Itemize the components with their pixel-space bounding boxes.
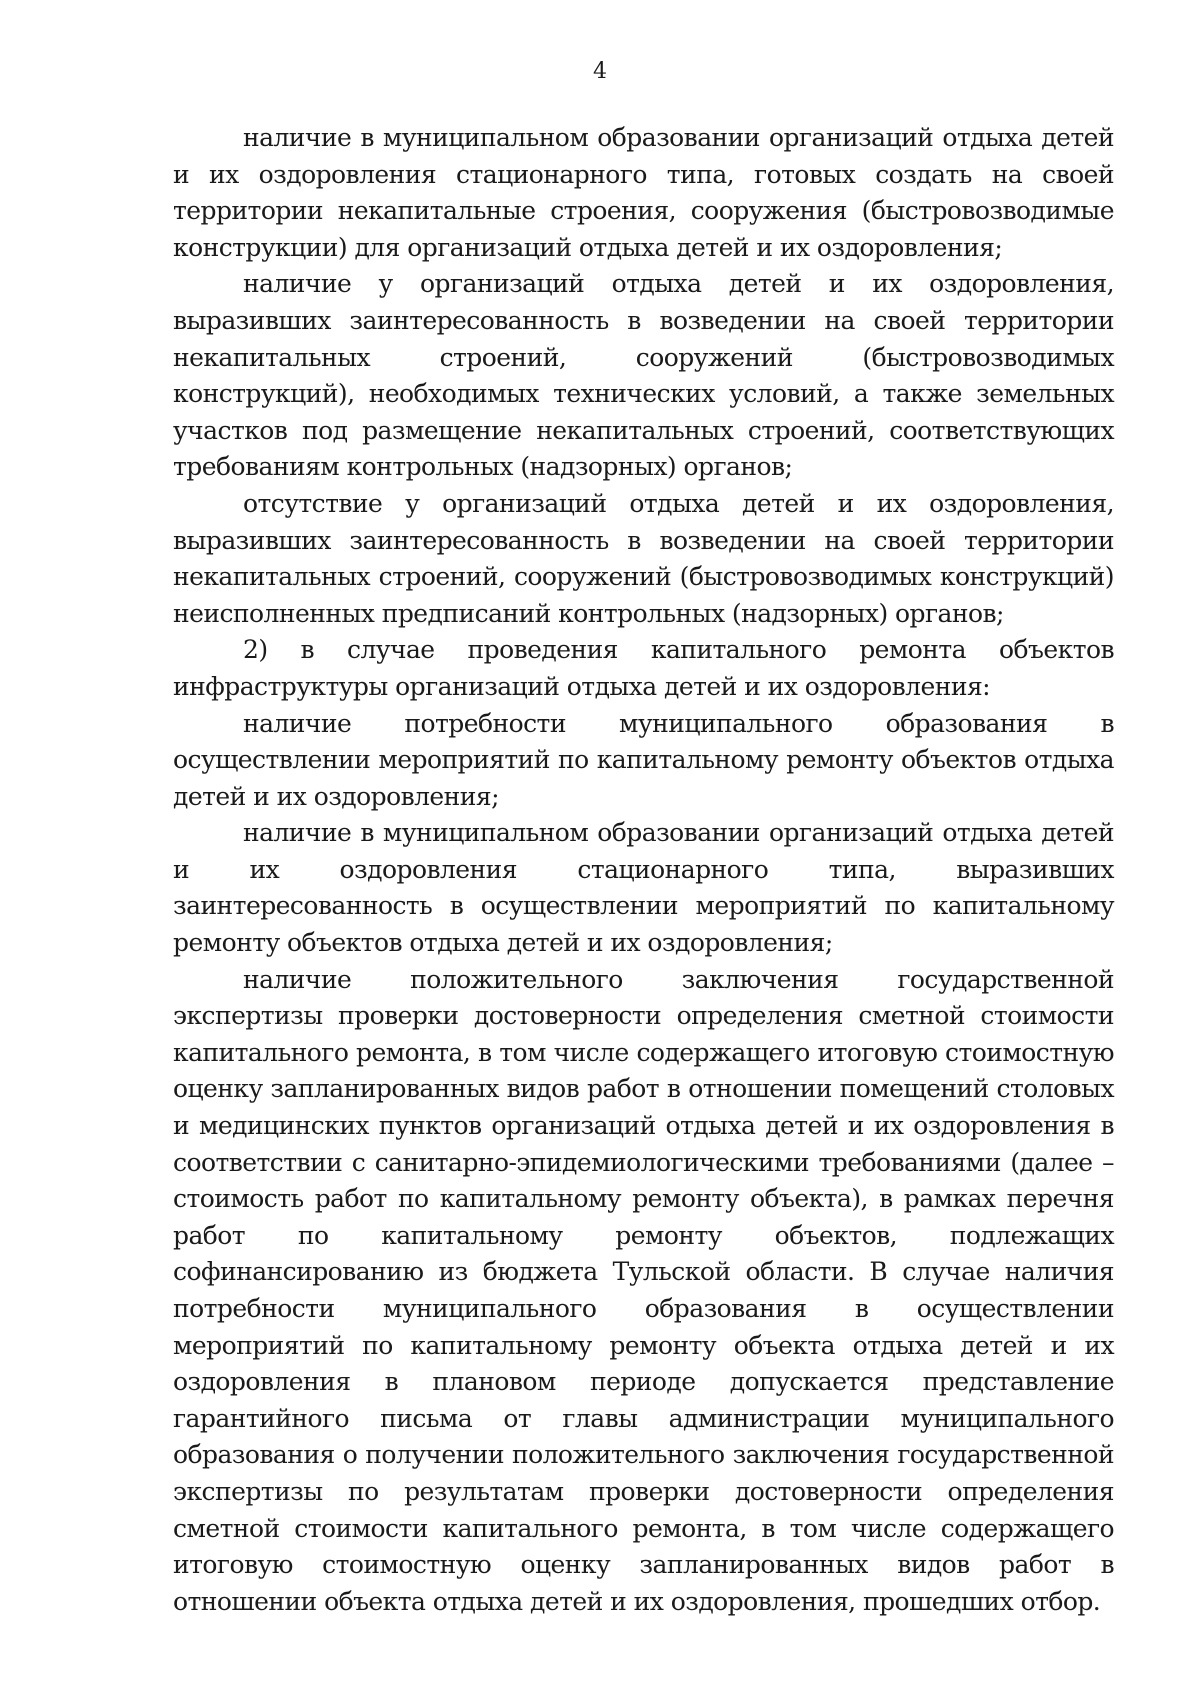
paragraph-stationary-organizations: наличие в муниципальном образовании организаций отдыха детей и их оздоровления стационарного типа, готовых создать на своей территории некапитальные строения, сооружения (быстровозводимые конструкции) для организаций отдыха детей и их оздоровления; (173, 123, 1114, 262)
page-number: 4 (593, 59, 607, 84)
paragraph-technical-conditions: наличие у организаций отдыха детей и их оздоровления, выразивших заинтересованность в возведении на своей территории некапитальных строений, сооружений (быстровозводимых конструкций), необходимых технических условий, а также земельных участков под размещение некапитальных строений, соответствующих требованиям контрольных (надзорных) органов; (173, 269, 1114, 482)
paragraph-state-expertise: наличие положительного заключения государственной экспертизы проверки достоверности определения сметной стоимости капитального ремонта, в том числе содержащего итоговую стоимостную оценку запланированных видов работ в отношении помещений столовых и медицинских пунктов организаций отдыха детей и их оздоровления в соответствии с санитарно-эпидемиологическими требованиями (далее – стоимость работ по капитальному ремонту объекта), в рамках перечня работ по капитальному ремонту объектов, подлежащих софинансированию из бюджета Тульской области. В случае наличия потребности муниципального образования в осуществлении мероприятий по капитальному ремонту объекта отдыха детей и их оздоровления в плановом периоде допускается представление гарантийного письма от главы администрации муниципального образования о получении положительного заключения государственной экспертизы по результатам проверки достоверности определения сметной стоимости капитального ремонта, в том числе содержащего итоговую стоимостную оценку запланированных видов работ в отношении объекта отдыха детей и их оздоровления, прошедших отбор. (173, 964, 1114, 1616)
document-body (173, 120, 1114, 1620)
paragraph-capital-repair-item: 2) в случае проведения капитального ремонта объектов инфраструктуры организаций отдыха детей и их оздоровления: (173, 635, 1114, 701)
paragraph-municipal-need: наличие потребности муниципального образования в осуществлении мероприятий по капитальному ремонту объектов отдыха детей и их оздоровления; (173, 708, 1114, 811)
paragraph-no-outstanding-orders: отсутствие у организаций отдыха детей и их оздоровления, выразивших заинтересованность в возведении на своей территории некапитальных строений, сооружений (быстровозводимых конструкций) неисполненных предписаний контрольных (надзорных) органов; (173, 488, 1114, 628)
paragraph-interested-organizations: наличие в муниципальном образовании организаций отдыха детей и их оздоровления стационарного типа, выразивших заинтересованность в осуществлении мероприятий по капитальному ремонту объектов отдыха детей и их оздоровления; (173, 818, 1114, 958)
